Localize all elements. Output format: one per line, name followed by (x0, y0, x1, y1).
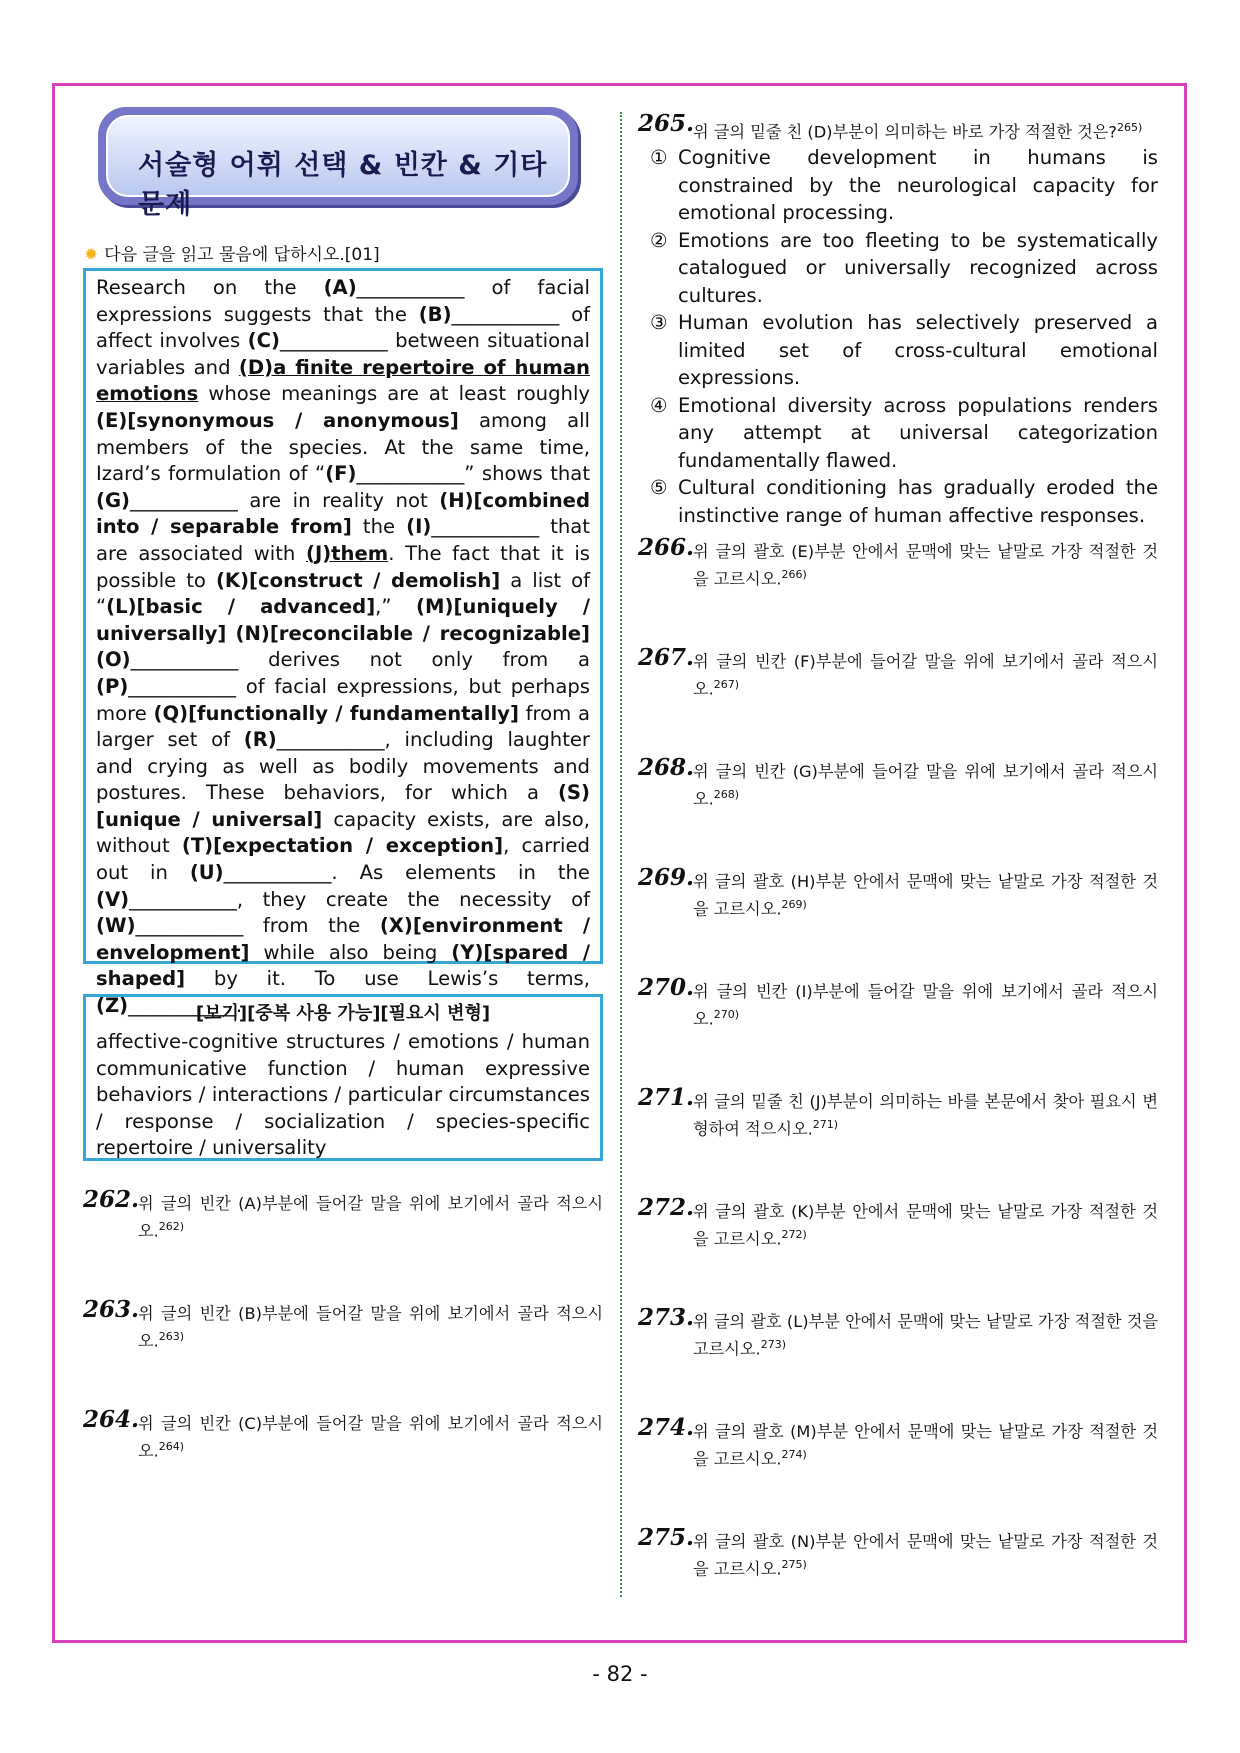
choice-1[interactable]: ① Cognitive development in humans is constrained by the neurological capacity for emotional processing. (650, 146, 1158, 224)
question-text: 위 글의 밑줄 친 (D)부분이 의미하는 바로 가장 적절한 것은? (693, 122, 1118, 142)
choice-5[interactable]: ⑤ Cultural conditioning has gradually eroded the instinctive range of human affective responses. (650, 476, 1158, 527)
blank-C: (C) (247, 329, 280, 353)
question-text: 위 글의 괄호 (N)부분 안에서 문맥에 맞는 낱말로 가장 적절한 것을 고르시오. (693, 1532, 1158, 1579)
question-267 (638, 644, 1158, 700)
question-text: 위 글의 괄호 (K)부분 안에서 문맥에 맞는 낱말로 가장 적절한 것을 고르시오. (693, 1202, 1158, 1249)
question-number: 274. (638, 1414, 695, 1441)
question-268 (638, 754, 1158, 810)
bracket-E: (E)[synonymous / anonymous] (96, 408, 459, 432)
choice-3[interactable]: ③ Human evolution has selectively preserved a limited set of cross-cultural emotional expressions. (650, 311, 1158, 389)
answer-choices (646, 144, 1158, 529)
blank-W: (W) (96, 914, 136, 938)
question-number: 270. (638, 974, 695, 1001)
footnote-ref: 271) (812, 1118, 839, 1131)
choice-2[interactable]: ② Emotions are too fleeting to be systematically catalogued or universally recognized across cultures. (650, 228, 1158, 307)
question-text: 위 글의 괄호 (M)부분 안에서 문맥에 맞는 낱말로 가장 적절한 것을 고르시오. (693, 1422, 1158, 1469)
question-number: 267. (638, 644, 695, 671)
bracket-X: (X)[environment / envelopment] (96, 914, 590, 964)
question-number: 263. (83, 1296, 140, 1323)
bracket-Q: (Q)[functionally / fundamentally] (153, 701, 519, 725)
question-text: 위 글의 빈칸 (A)부분에 들어갈 말을 위에 보기에서 골라 적으시오. (138, 1194, 603, 1241)
blank-G: (G) (96, 488, 130, 512)
footnote-ref: 263) (158, 1330, 185, 1343)
question-number: 262. (83, 1186, 140, 1213)
question-text: 위 글의 빈칸 (G)부분에 들어갈 말을 위에 보기에서 골라 적으시오. (693, 762, 1158, 809)
underline-J: (J)them (305, 541, 389, 565)
footnote-ref: 269) (781, 898, 807, 911)
question-text: 위 글의 빈칸 (B)부분에 들어갈 말을 위에 보기에서 골라 적으시오. (138, 1304, 603, 1351)
footnote-ref: 274) (781, 1448, 807, 1461)
question-number: 271. (638, 1084, 695, 1111)
question-274 (638, 1414, 1158, 1470)
question-number: 264. (83, 1406, 140, 1433)
instruction (84, 240, 380, 265)
bracket-M: (M)[uniquely / universally] (96, 595, 591, 645)
vocab-title: [보기][중복 사용 가능][필요시 변형] (195, 1003, 491, 1024)
question-number: 266. (638, 534, 695, 561)
question-text: 위 글의 빈칸 (C)부분에 들어갈 말을 위에 보기에서 골라 적으시오. (138, 1414, 603, 1461)
question-number: 272. (638, 1194, 695, 1221)
question-number: 265. (638, 110, 695, 137)
question-text: 위 글의 괄호 (H)부분 안에서 문맥에 맞는 낱말로 가장 적절한 것을 고르시오. (693, 872, 1158, 919)
footnote-ref: 265) (1117, 121, 1143, 134)
question-text: 위 글의 빈칸 (F)부분에 들어갈 말을 위에 보기에서 골라 적으시오. (693, 652, 1158, 699)
question-text: 위 글의 괄호 (E)부분 안에서 문맥에 맞는 낱말로 가장 적절한 것을 고르시오. (693, 542, 1158, 589)
question-number: 275. (638, 1524, 695, 1551)
question-text: 위 글의 밑줄 친 (J)부분이 의미하는 바를 본문에서 찾아 필요시 변형하여 적으시오. (693, 1092, 1158, 1139)
page-number: - 82 - (592, 1662, 648, 1686)
vocab-words: affective-cognitive structures / emotions / human communicative function / human expressive behaviors / interactions / particular circumstances / response / socialization / species-specific repertoire / universality (96, 1030, 590, 1160)
question-text: 위 글의 괄호 (L)부분 안에서 문맥에 맞는 낱말로 가장 적절한 것을 고르시오. (693, 1312, 1158, 1359)
blank-Z: (Z) (96, 994, 129, 1018)
blank-B: (B) (418, 302, 452, 326)
section-title-badge (98, 107, 578, 220)
footnote-ref: 270) (713, 1008, 740, 1021)
footnote-ref: 268) (713, 788, 740, 801)
instruction-text: 다음 글을 읽고 물음에 답하시오.[01] (104, 245, 380, 265)
question-number: 269. (638, 864, 695, 891)
footnote-ref: 266) (781, 568, 807, 581)
bracket-K: (K)[construct / demolish] (215, 568, 501, 592)
vocab-box (83, 994, 603, 1161)
question-270 (638, 974, 1158, 1030)
bracket-L: (L)[basic / advanced] (106, 595, 376, 619)
footnote-ref: 264) (158, 1440, 185, 1453)
question-273 (638, 1304, 1158, 1360)
blank-O: (O) (96, 648, 131, 672)
bracket-T: (T)[expectation / exception] (181, 834, 504, 858)
underline-D: (D)a finite repertoire of human emotions (96, 355, 590, 406)
footnote-ref: 267) (713, 678, 740, 691)
question-text: 위 글의 빈칸 (I)부분에 들어갈 말을 위에 보기에서 골라 적으시오. (693, 982, 1158, 1029)
choice-4[interactable]: ④ Emotional diversity across populations renders any attempt at universal categorization fundamentally flawed. (650, 393, 1158, 472)
footnote-ref: 273) (760, 1338, 786, 1351)
bracket-N: (N)[reconcilable / recognizable] (235, 621, 591, 645)
blank-U: (U) (189, 861, 224, 885)
footnote-ref: 262) (158, 1220, 185, 1233)
bracket-Y: (Y)[spared / shaped] (96, 940, 590, 991)
question-269 (638, 864, 1158, 920)
question-272 (638, 1194, 1158, 1250)
question-275 (638, 1524, 1158, 1580)
bracket-S: (S)[unique / universal] (96, 781, 590, 831)
question-266 (638, 534, 1158, 590)
flower-icon: ✹ (84, 245, 99, 265)
question-271 (638, 1084, 1158, 1140)
section-title: 서술형 어휘 선택 & 빈칸 & 기타 문제 (138, 150, 548, 220)
question-262 (83, 1186, 603, 1242)
column-divider (620, 112, 622, 1597)
question-number: 273. (638, 1304, 695, 1331)
bracket-H: (H)[combined into / separable from] (96, 488, 590, 539)
section-title-inner (106, 115, 570, 220)
passage-text: Research on the (A)___________ of facial expressions suggests that the (B)___________ of affect involves (C)___________ between situational variables and (D)a finite repertoire of human emotions whose meanings are at least roughly (E)[synonymous / anonymous] among all members of the species. At the same time, Izard’s formulation of “(F)___________” shows that (G)___________ are in reality not (H)[combined into / separable from] the (I)___________ that are associated with (J)them. The fact that it is possible to (K)[construct / demolish] a list of “(L)[basic / advanced],” (M)[uniquely / universally] (N)[reconcilable / recognizable] (O)___________ derives not only from a (P)___________ of facial expressions, but perhaps more (Q)[functionally / fundamentally] from a larger set of (R)___________, including laughter and crying as well as bodily movements and postures. These behaviors, for which a (S)[unique / universal] capacity exists, are also, without (T)[expectation / exception], carried out in (U)___________. As elements in the (V)___________, they create the necessity of (W)___________ from the (X)[environment / envelopment] while also being (Y)[spared / shaped] by it. To use Lewis’s terms, (Z)___________. (96, 276, 591, 1018)
question-263 (83, 1296, 603, 1352)
blank-I: (I) (406, 515, 432, 539)
question-265 (638, 110, 1158, 143)
question-number: 268. (638, 754, 695, 781)
footnote-ref: 275) (781, 1558, 807, 1571)
blank-P: (P) (96, 674, 129, 698)
blank-R: (R) (243, 728, 277, 752)
footnote-ref: 272) (781, 1228, 807, 1241)
blank-V: (V) (96, 887, 130, 911)
question-264 (83, 1406, 603, 1462)
blank-F: (F) (325, 462, 357, 486)
blank-A: (A) (323, 276, 357, 299)
